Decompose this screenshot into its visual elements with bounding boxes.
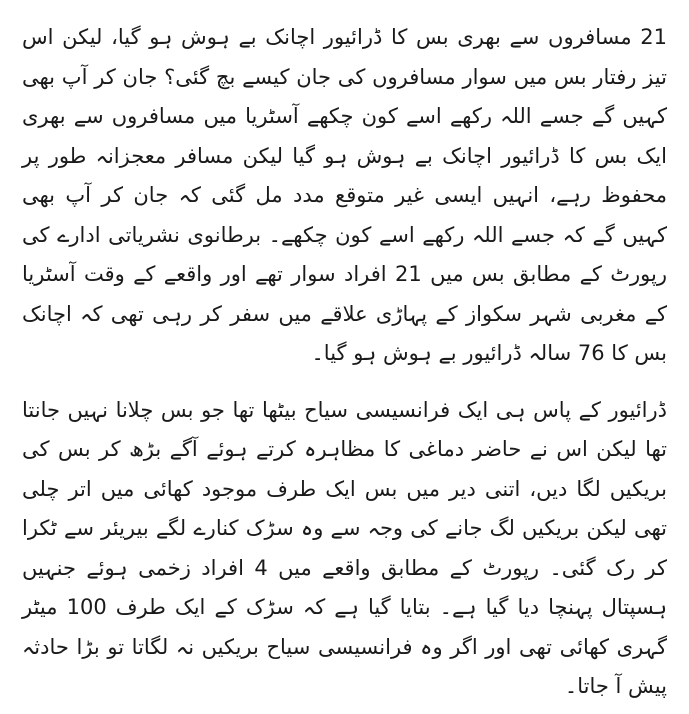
- article-paragraph-1: 21 مسافروں سے بھری بس کا ڈرائیور اچانک بے ہوش ہو گیا، لیکن اس تیز رفتار بس میں سوار مسافروں کی جان کیسے بچ گئی؟ جان کر آپ بھی کہیں گے جسے اللہ رکھے اسے کون چکھے آسٹریا میں مسافروں سے بھری ایک بس کا ڈرائیور اچانک بے ہوش ہو گیا لیکن مسافر معجزانہ طور پر محفوظ رہے، انہیں ایسی غیر متوقع مدد مل گئی کہ جان کر آپ بھی کہیں گے کہ جسے اللہ رکھے اسے کون چکھے۔ برطانوی نشریاتی ادارے کی رپورٹ کے مطابق بس میں 21 افراد سوار تھے اور واقعے کے وقت آسٹریا کے مغربی شہر سکواز کے پہاڑی علاقے میں سفر کر رہی تھی کہ اچانک بس کا 76 سالہ ڈرائیور بے ہوش ہو گیا۔: [22, 25, 667, 365]
- article-paragraph-2: ڈرائیور کے پاس ہی ایک فرانسیسی سیاح بیٹھا تھا جو بس چلانا نہیں جانتا تھا لیکن اس نے حاضر دماغی کا مظاہرہ کرتے ہوئے آگے بڑھ کر بس کی بریکیں لگا دیں، اتنی دیر میں بس ایک طرف موجود کھائی میں اتر چلی تھی لیکن بریکیں لگ جانے کی وجہ سے وہ سڑک کنارے لگے بیریئر سے ٹکرا کر رک گئی۔ رپورٹ کے مطابق واقعے میں 4 افراد زخمی ہوئے جنہیں ہسپتال پہنچا دیا گیا ہے۔ بتایا گیا ہے کہ سڑک کے ایک طرف 100 میٹر گہری کھائی تھی اور اگر وہ فرانسیسی سیاح بریکیں نہ لگاتا تو بڑا حادثہ پیش آ جاتا۔: [22, 397, 668, 698]
